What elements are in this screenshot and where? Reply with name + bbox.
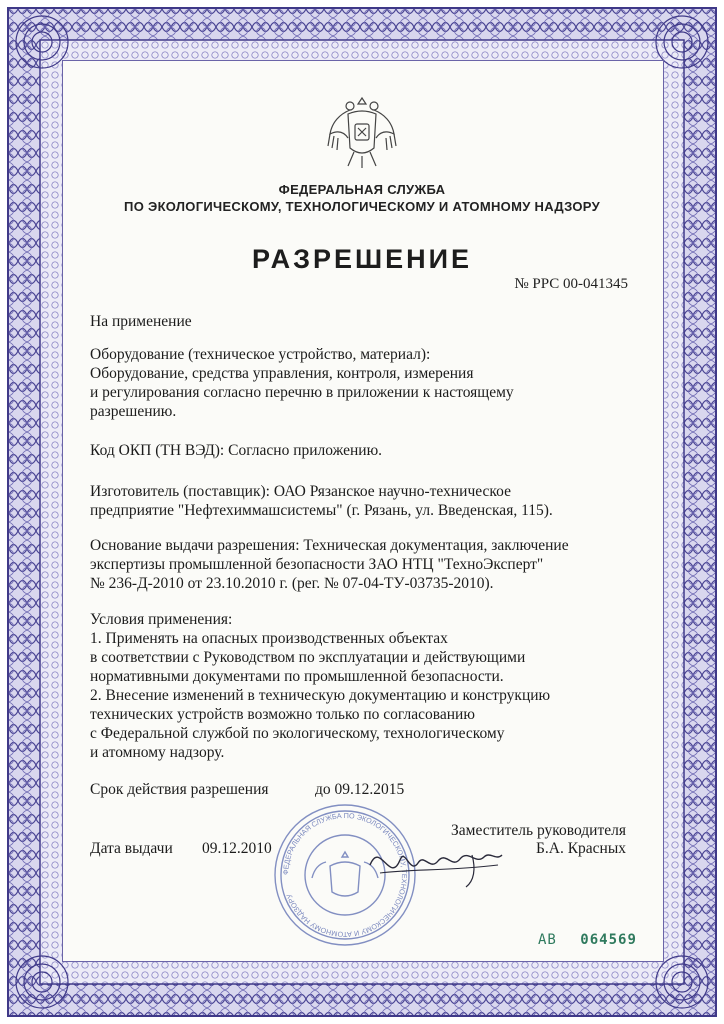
permit-number: № РРС 00-041345 — [514, 276, 628, 292]
issue-date-label: Дата выдачи — [90, 840, 173, 857]
basis-line: экспертизы промышленной безопасности ЗАО НТЦ "ТехноЭксперт" — [90, 556, 544, 573]
equipment-line: и регулирования согласно перечню в приложении к настоящему — [90, 384, 514, 401]
handwritten-signature — [360, 835, 510, 890]
conditions-line: технических устройств возможно только по согласованию — [90, 706, 475, 723]
agency-name-line1: ФЕДЕРАЛЬНАЯ СЛУЖБА — [278, 182, 446, 197]
stamp-text: ФЕДЕРАЛЬНАЯ СЛУЖБА ПО ЭКОЛОГИЧЕСКОМУ, ТЕХНОЛОГИЧЕСКОМУ И АТОМНОМУ НАДЗОРУ — [280, 810, 410, 940]
conditions-line: Условия применения: — [90, 611, 233, 628]
manufacturer-line: предприятие "Нефтехиммашсистемы" (г. Рязань, ул. Введенская, 115). — [90, 502, 553, 519]
serial-number: 064569 — [580, 932, 637, 948]
equipment-line: Оборудование, средства управления, контроля, измерения — [90, 365, 474, 382]
signatory-name: Б.А. Красных — [535, 840, 626, 857]
signatory-title: Заместитель руководителя — [450, 822, 626, 839]
equipment-line: Оборудование (техническое устройство, материал): — [90, 346, 431, 363]
okp-code-text: Код ОКП (ТН ВЭД): Согласно приложению. — [90, 442, 383, 459]
manufacturer-line: Изготовитель (поставщик): ОАО Рязанское научно-техническое — [90, 483, 511, 500]
conditions-line: нормативными документами по промышленной безопасности. — [90, 668, 504, 685]
conditions-line: с Федеральной службой по экологическому, технологическому — [90, 725, 505, 742]
russian-coat-of-arms-icon — [324, 92, 400, 172]
manufacturer-block — [90, 482, 650, 520]
form-serial — [538, 932, 637, 948]
basis-line: Основание выдачи разрешения: Техническая документация, заключение — [90, 537, 569, 554]
conditions-line: и атомному надзору. — [90, 744, 225, 761]
conditions-line: 1. Применять на опасных производственных объектах — [90, 630, 448, 647]
conditions-block — [90, 610, 650, 762]
validity-value: до 09.12.2015 — [315, 781, 405, 798]
conditions-line: 2. Внесение изменений в техническую документацию и конструкцию — [90, 687, 551, 704]
purpose-text: На применение — [90, 313, 192, 330]
document-title: РАЗРЕШЕНИЕ — [251, 244, 473, 274]
basis-block — [90, 536, 650, 593]
basis-line: № 236-Д-2010 от 23.10.2010 г. (рег. № 07-04-ТУ-03735-2010). — [90, 575, 494, 592]
validity-label: Срок действия разрешения — [90, 781, 269, 798]
conditions-line: в соответствии с Руководством по эксплуатации и действующими — [90, 649, 526, 666]
equipment-line: разрешению. — [90, 403, 177, 420]
serial-series: АВ — [538, 932, 557, 948]
agency-name-line2: ПО ЭКОЛОГИЧЕСКОМУ, ТЕХНОЛОГИЧЕСКОМУ И АТОМНОМУ НАДЗОРУ — [124, 199, 600, 214]
issue-date-value: 09.12.2010 — [202, 840, 272, 857]
equipment-block — [90, 345, 650, 421]
